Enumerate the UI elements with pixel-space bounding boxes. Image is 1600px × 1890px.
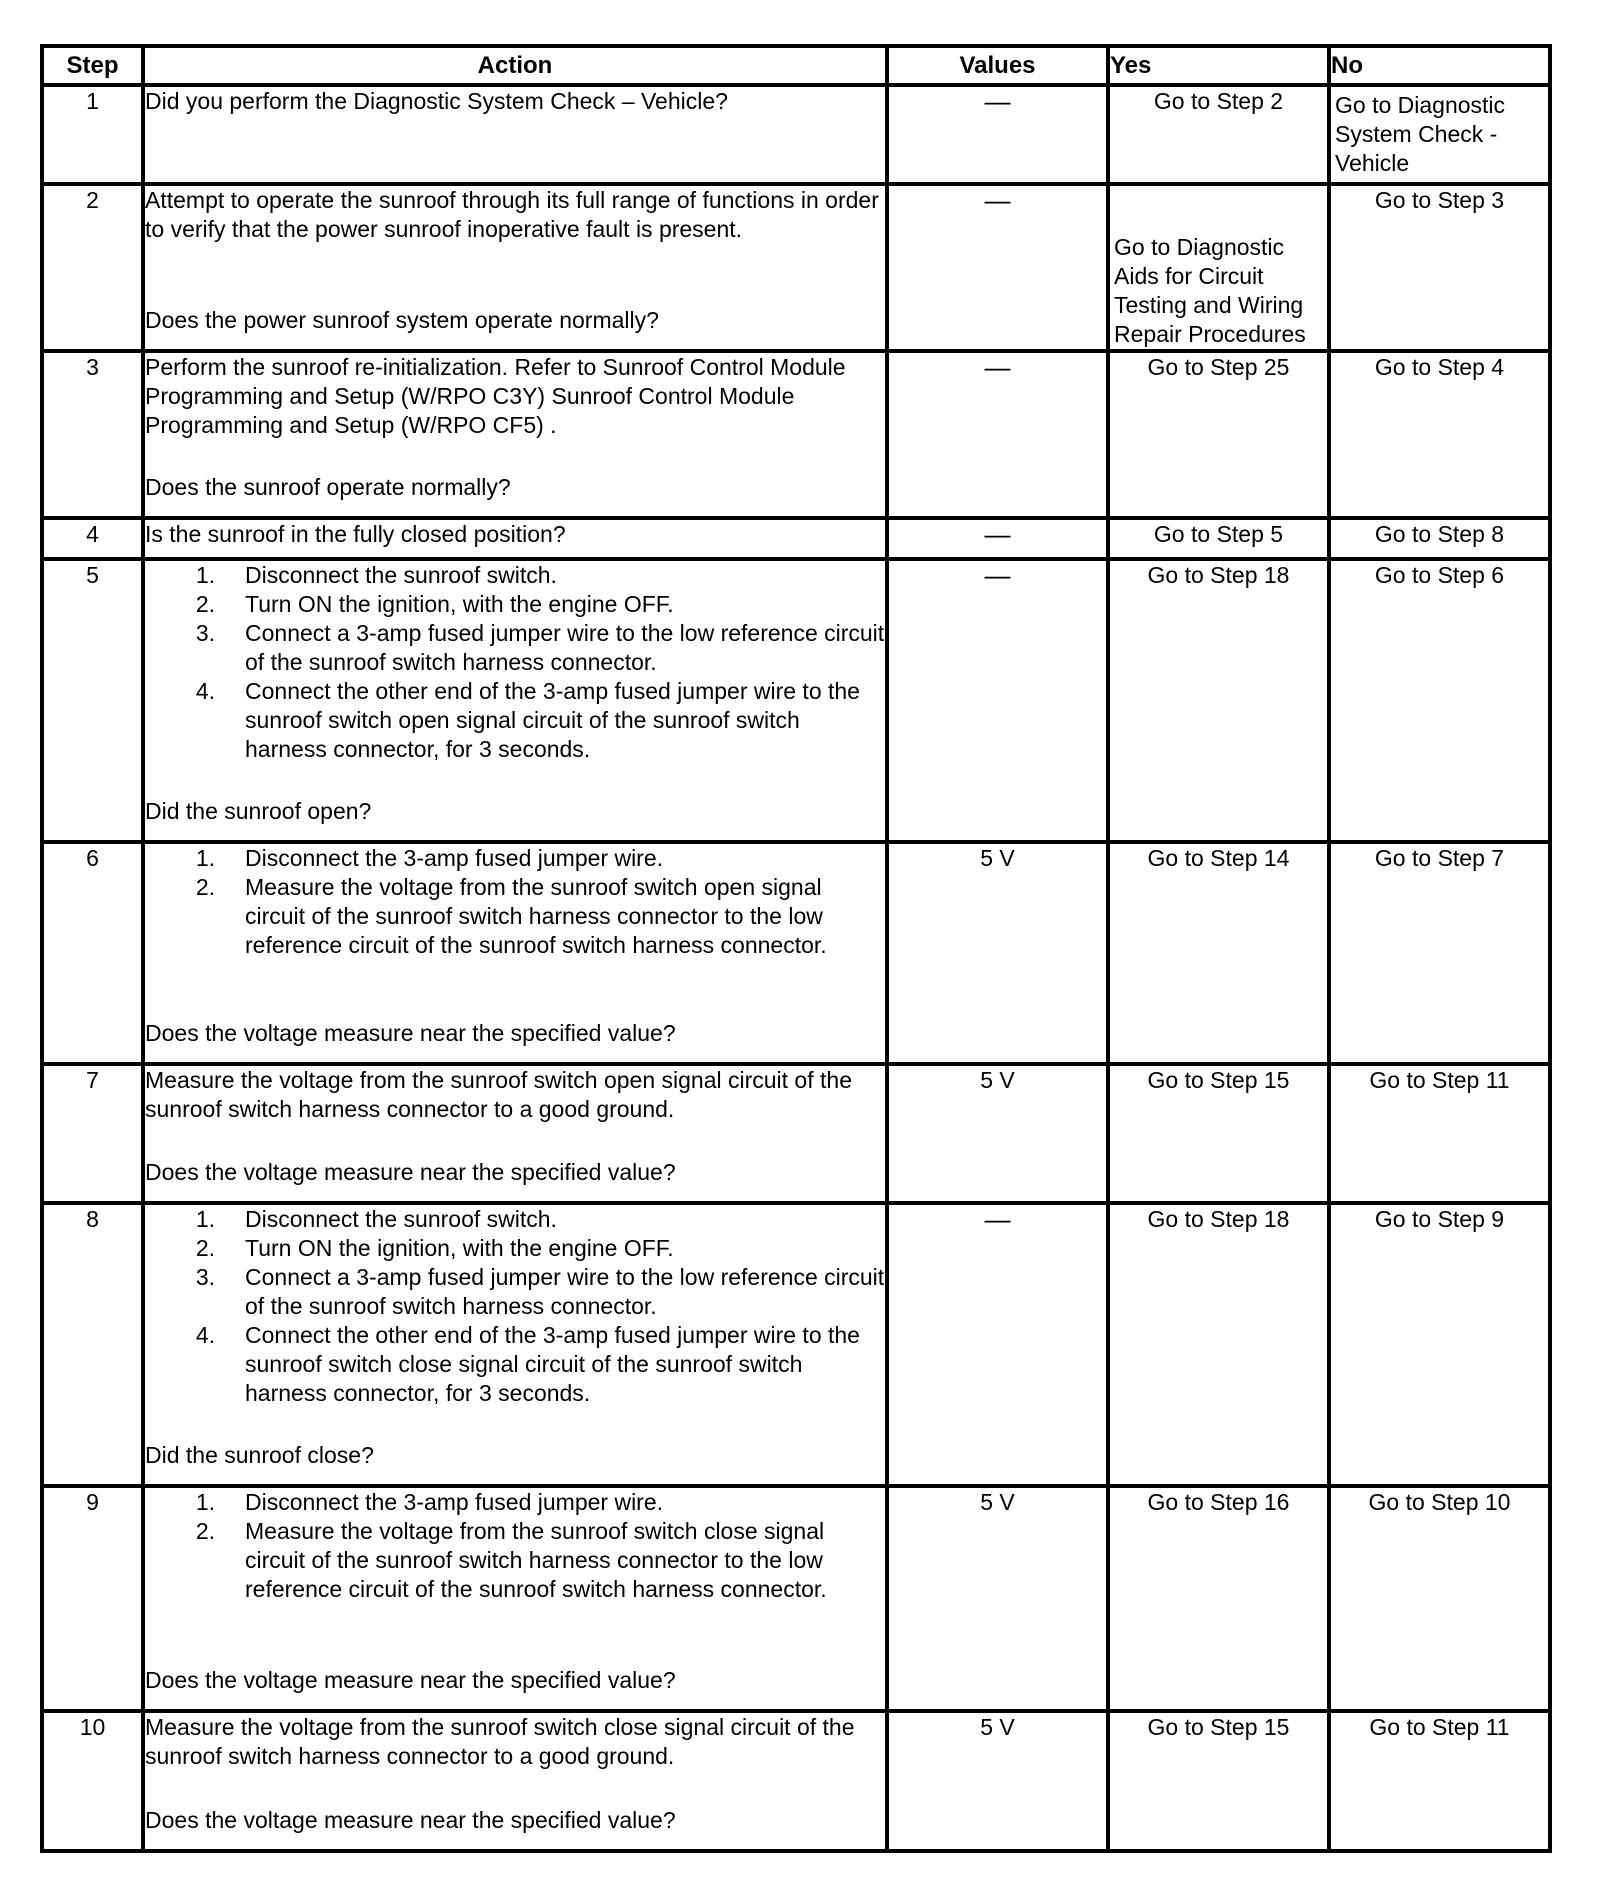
diagnostic-table [40,44,1552,1853]
action-step-number: 3. [195,1264,215,1290]
action-content [145,1066,885,1187]
table-row [42,1203,1550,1486]
header-yes: Yes [1108,46,1329,85]
action-cell [143,184,887,351]
action-question: Does the power sunroof system operate normally? [145,307,659,333]
step-number: 10 [42,1711,143,1851]
no-result: Go to Step 7 [1329,842,1550,1064]
yes-result: Go to Diagnostic Aids for Circuit Testing and Wiring Repair Procedures [1108,184,1329,351]
action-step-text: Turn ON the ignition, with the engine OFF. [245,591,674,617]
header-no: No [1329,46,1550,85]
action-cell [143,518,887,559]
action-content [145,353,885,502]
yes-result: Go to Step 15 [1108,1064,1329,1203]
action-step-item [145,1263,885,1321]
action-step-number: 3. [195,620,215,646]
yes-result: Go to Step 25 [1108,351,1329,518]
table-row [42,559,1550,842]
action-step-number: 2. [195,1518,215,1544]
yes-result: Go to Step 5 [1108,518,1329,559]
no-result: Go to Step 8 [1329,518,1550,559]
step-number: 8 [42,1203,143,1486]
yes-result: Go to Step 16 [1108,1486,1329,1711]
table-row [42,518,1550,559]
action-steps-list [145,1488,885,1604]
action-content [145,186,885,335]
no-result: Go to Step 3 [1329,184,1550,351]
no-result: Go to Step 4 [1329,351,1550,518]
action-cell [143,1711,887,1851]
action-step-number: 4. [195,1322,215,1348]
table-row [42,85,1550,184]
step-number: 7 [42,1064,143,1203]
action-cell [143,1486,887,1711]
action-question: Did the sunroof close? [145,1442,374,1468]
action-step-number: 2. [195,874,215,900]
table-row [42,842,1550,1064]
table-row [42,1486,1550,1711]
step-number: 3 [42,351,143,518]
action-step-number: 1. [195,1206,215,1232]
action-question: Does the voltage measure near the specified value? [145,1807,676,1833]
yes-result: Go to Step 18 [1108,559,1329,842]
action-step-item [145,873,885,960]
action-cell [143,1064,887,1203]
action-question: Does the voltage measure near the specified value? [145,1667,676,1693]
action-text: Is the sunroof in the fully closed position? [145,521,566,547]
action-cell [143,559,887,842]
action-text: Attempt to operate the sunroof through its full range of functions in order to verify that the power sunroof inoperative fault is present. [145,187,879,242]
action-text: Measure the voltage from the sunroof switch open signal circuit of the sunroof switch harness connector to a good ground. [145,1067,852,1122]
no-result: Go to Step 9 [1329,1203,1550,1486]
action-step-item [145,844,885,873]
value-cell: 5 V [887,842,1108,1064]
action-content [145,561,885,826]
action-text: Measure the voltage from the sunroof switch close signal circuit of the sunroof switch harness connector to a good ground. [145,1714,855,1769]
yes-result: Go to Step 18 [1108,1203,1329,1486]
action-text: Did you perform the Diagnostic System Check – Vehicle? [145,88,728,114]
action-step-number: 1. [195,562,215,588]
action-step-number: 2. [195,591,215,617]
action-step-item [145,677,885,764]
table-row [42,1711,1550,1851]
header-values: Values [887,46,1108,85]
table-row [42,184,1550,351]
action-steps-list [145,844,885,960]
value-cell: — [887,85,1108,184]
no-result: Go to Step 10 [1329,1486,1550,1711]
action-step-text: Disconnect the 3-amp fused jumper wire. [245,845,664,871]
action-step-item [145,590,885,619]
action-step-text: Turn ON the ignition, with the engine OFF. [245,1235,674,1261]
action-content [145,520,885,549]
header-row [42,46,1550,85]
action-question: Does the voltage measure near the specified value? [145,1020,676,1046]
value-cell: 5 V [887,1064,1108,1203]
yes-result: Go to Step 14 [1108,842,1329,1064]
action-content [145,1488,885,1695]
yes-result: Go to Step 2 [1108,85,1329,184]
action-step-text: Disconnect the 3-amp fused jumper wire. [245,1489,664,1515]
value-cell: — [887,1203,1108,1486]
action-cell [143,842,887,1064]
action-step-item [145,561,885,590]
action-step-text: Disconnect the sunroof switch. [245,562,557,588]
table-row [42,351,1550,518]
value-cell: 5 V [887,1711,1108,1851]
value-cell: 5 V [887,1486,1108,1711]
action-step-text: Measure the voltage from the sunroof switch close signal circuit of the sunroof switch harness connector to the low reference circuit of the sunroof switch harness connector. [245,1518,827,1602]
action-content [145,844,885,1048]
action-content [145,87,885,168]
no-result: Go to Diagnostic System Check - Vehicle [1329,85,1550,184]
action-question: Did the sunroof open? [145,798,372,824]
action-step-number: 1. [195,845,215,871]
action-step-item [145,1517,885,1604]
action-step-text: Disconnect the sunroof switch. [245,1206,557,1232]
step-number: 4 [42,518,143,559]
yes-result: Go to Step 15 [1108,1711,1329,1851]
action-content [145,1713,885,1835]
action-step-item [145,1205,885,1234]
action-step-number: 1. [195,1489,215,1515]
step-number: 5 [42,559,143,842]
value-cell: — [887,351,1108,518]
action-step-number: 4. [195,678,215,704]
action-step-item [145,1234,885,1263]
action-steps-list [145,1205,885,1408]
step-number: 2 [42,184,143,351]
value-cell: — [887,559,1108,842]
no-result: Go to Step 11 [1329,1711,1550,1851]
step-number: 1 [42,85,143,184]
action-step-text: Connect the other end of the 3-amp fused jumper wire to the sunroof switch open signal circuit of the sunroof switch harness connector, for 3 seconds. [245,678,860,762]
action-cell [143,351,887,518]
action-cell [143,1203,887,1486]
action-step-item [145,1488,885,1517]
action-step-number: 2. [195,1235,215,1261]
action-step-item [145,1321,885,1408]
action-step-text: Connect a 3-amp fused jumper wire to the low reference circuit of the sunroof switch harness connector. [245,1264,885,1319]
action-step-text: Connect the other end of the 3-amp fused jumper wire to the sunroof switch close signal circuit of the sunroof switch harness connector, for 3 seconds. [245,1322,860,1406]
action-steps-list [145,561,885,764]
action-text: Perform the sunroof re-initialization. Refer to Sunroof Control Module Programming and Setup (W/RPO C3Y) Sunroof Control Module Programming and Setup (W/RPO CF5) . [145,354,846,438]
value-cell: — [887,518,1108,559]
no-result: Go to Step 6 [1329,559,1550,842]
action-content [145,1205,885,1470]
action-step-text: Measure the voltage from the sunroof switch open signal circuit of the sunroof switch harness connector to the low reference circuit of the sunroof switch harness connector. [245,874,827,958]
no-result: Go to Step 11 [1329,1064,1550,1203]
action-step-text: Connect a 3-amp fused jumper wire to the low reference circuit of the sunroof switch harness connector. [245,620,885,675]
table-row [42,1064,1550,1203]
header-action: Action [143,46,887,85]
header-step: Step [42,46,143,85]
action-question: Does the sunroof operate normally? [145,474,511,500]
value-cell: — [887,184,1108,351]
action-cell [143,85,887,184]
action-question: Does the voltage measure near the specified value? [145,1159,676,1185]
step-number: 6 [42,842,143,1064]
step-number: 9 [42,1486,143,1711]
action-step-item [145,619,885,677]
